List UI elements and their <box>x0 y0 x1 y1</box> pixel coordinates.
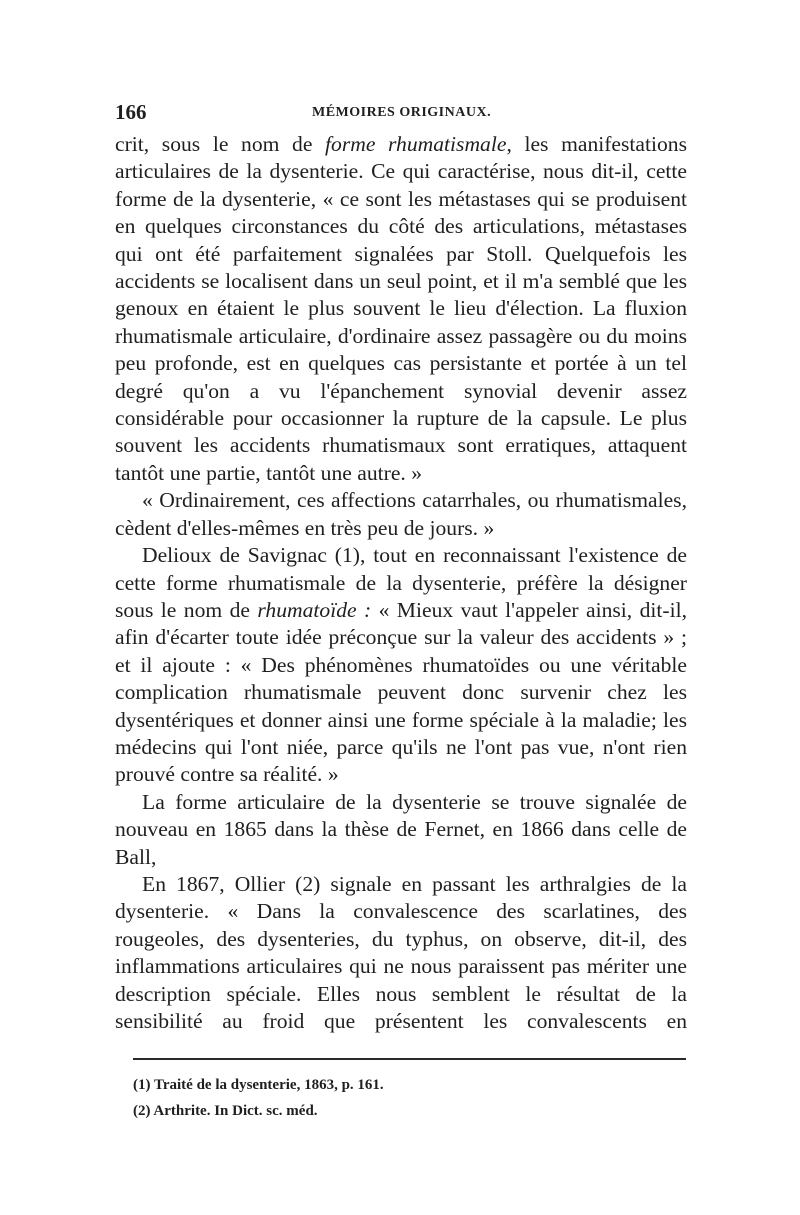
footnote-2: (2) Arthrite. In Dict. sc. méd. <box>133 1103 318 1119</box>
paragraph-5-text: En 1867, Ollier (2) signale en passant les arthralgies de la dysenterie. « Dans la convalescence des scarlatines, des rougeoles, des dysenteries, du typhus, on observe, dit-il, des inflammations articulaires qui ne nous paraissent pas mériter une description spéciale. Elles nous semblent le résultat de la sensibilité au froid que présentent les convalescents en <box>115 871 687 1033</box>
paragraph-1-text-cont: , les manifestations articulaires de la dysenterie. Ce qui caractérise, nous dit-il, cette forme de la dysenterie, « ce sont les métastases qui se produisent en quelques circonstances du côté des articulations, métastases qui ont été parfaitement signalées par Stoll. Quelquefois les accidents se localisent dans un seul point, et il m'a semblé que les genoux en étaient le plus souvent le lieu d'élection. La fluxion rhumatismale articulaire, d'ordinaire assez passagère ou du moins peu profonde, est en quelques cas persistante et portée à un tel degré qu'on a vu l'épanchement synovial devenir assez considérable pour occasionner la rupture de la capsule. Le plus souvent les accidents rhumatismaux sont erratiques, attaquent tantôt une partie, tantôt une autre. » <box>115 132 688 485</box>
paragraph-3-italic-term: rhumatoïde : <box>257 597 372 622</box>
paragraph-4-text: La forme articulaire de la dysenterie se trouve signalée de nouveau en 1865 dans la thèse de Fernet, en 1866 dans celle de Ball, <box>115 789 687 869</box>
paragraph-3 <box>115 542 687 789</box>
page-number: 166 <box>115 100 147 124</box>
paragraph-1-text: crit, sous le nom de <box>115 132 326 156</box>
paragraph-5 <box>115 871 687 1035</box>
paragraph-4 <box>115 789 687 871</box>
paragraph-3-text-cont: « Mieux vaut l'appeler ainsi, dit-il, afin d'écarter toute idée préconçue sur la valeur des accidents » ; et il ajoute : « Des phénomènes rhumatoïdes ou une véritable complication rhumatismale peuvent donc survenir chez les dysentériques et donner ainsi une forme spéciale à la maladie; les médecins qui l'ont niée, parce qu'ils ne l'ont pas vue, n'ont rien prouvé contre sa réalité. » <box>115 597 687 787</box>
paragraph-1-italic-term: forme rhumatismale <box>325 132 507 156</box>
paragraph-2 <box>115 487 687 542</box>
body-text <box>115 131 687 1035</box>
paragraph-3-text: Delioux de Savignac (1), tout en reconnaissant l'existence de cette forme rhumatismale de la dysenterie, préfère la désigner sous le nom de <box>115 543 687 622</box>
footnotes <box>133 1072 686 1124</box>
running-head: MÉMOIRES ORIGINAUX. <box>312 105 492 120</box>
paragraph-1 <box>115 131 687 487</box>
paragraph-2-text: « Ordinairement, ces affections catarrhales, ou rhumatismales, cèdent d'elles-mêmes en très peu de jours. » <box>115 488 687 540</box>
footnote-1: (1) Traité de la dysenterie, 1863, p. 161. <box>133 1077 384 1093</box>
page-header <box>115 100 687 128</box>
footnote-rule <box>133 1058 686 1060</box>
